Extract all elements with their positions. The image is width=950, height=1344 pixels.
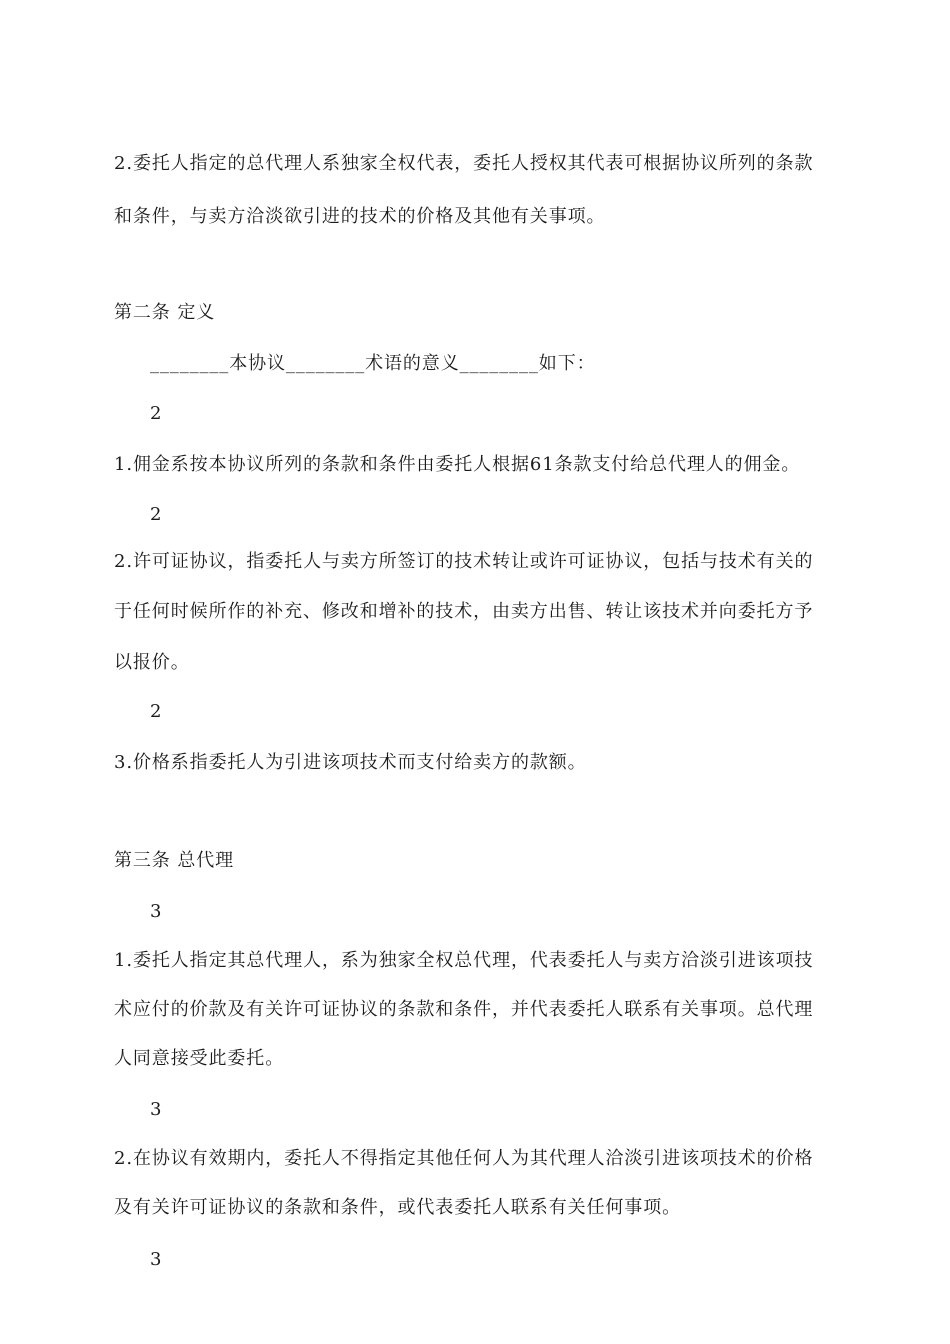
- paragraph-line: 人同意接受此委托。: [114, 1048, 285, 1069]
- clause-number: 2: [150, 701, 163, 722]
- paragraph-line: 术应付的价款及有关许可证协议的条款和条件，并代表委托人联系有关事项。总代理: [114, 999, 814, 1020]
- clause-number: 3: [150, 1099, 163, 1120]
- clause-number: 3: [150, 1249, 163, 1270]
- paragraph-line: 于任何时候所作的补充、修改和增补的技术，由卖方出售、转让该技术并向委托方予: [114, 601, 814, 622]
- section-heading: 第二条 定义: [114, 302, 216, 323]
- paragraph-line: ________本协议________术语的意义________如下：: [150, 353, 596, 374]
- section-heading: 第三条 总代理: [114, 850, 235, 871]
- paragraph-line: 及有关许可证协议的条款和条件，或代表委托人联系有关任何事项。: [114, 1197, 681, 1218]
- paragraph-line: 1.委托人指定其总代理人，系为独家全权总代理，代表委托人与卖方洽淡引进该项技: [114, 950, 814, 971]
- paragraph-line: 2.许可证协议，指委托人与卖方所签订的技术转让或许可证协议，包括与技术有关的: [114, 551, 814, 572]
- paragraph-line: 2.委托人指定的总代理人系独家全权代表，委托人授权其代表可根据协议所列的条款: [114, 153, 814, 174]
- paragraph-line: 以报价。: [114, 652, 190, 673]
- clause-number: 2: [150, 403, 163, 424]
- clause-number: 3: [150, 901, 163, 922]
- paragraph-line: 1.佣金系按本协议所列的条款和条件由委托人根据61条款支付给总代理人的佣金。: [114, 454, 801, 475]
- paragraph-line: 和条件，与卖方洽淡欲引进的技术的价格及其他有关事项。: [114, 206, 606, 227]
- clause-number: 2: [150, 504, 163, 525]
- paragraph-line: 2.在协议有效期内，委托人不得指定其他任何人为其代理人洽淡引进该项技术的价格: [114, 1148, 814, 1169]
- paragraph-line: 3.价格系指委托人为引进该项技术而支付给卖方的款额。: [114, 752, 587, 773]
